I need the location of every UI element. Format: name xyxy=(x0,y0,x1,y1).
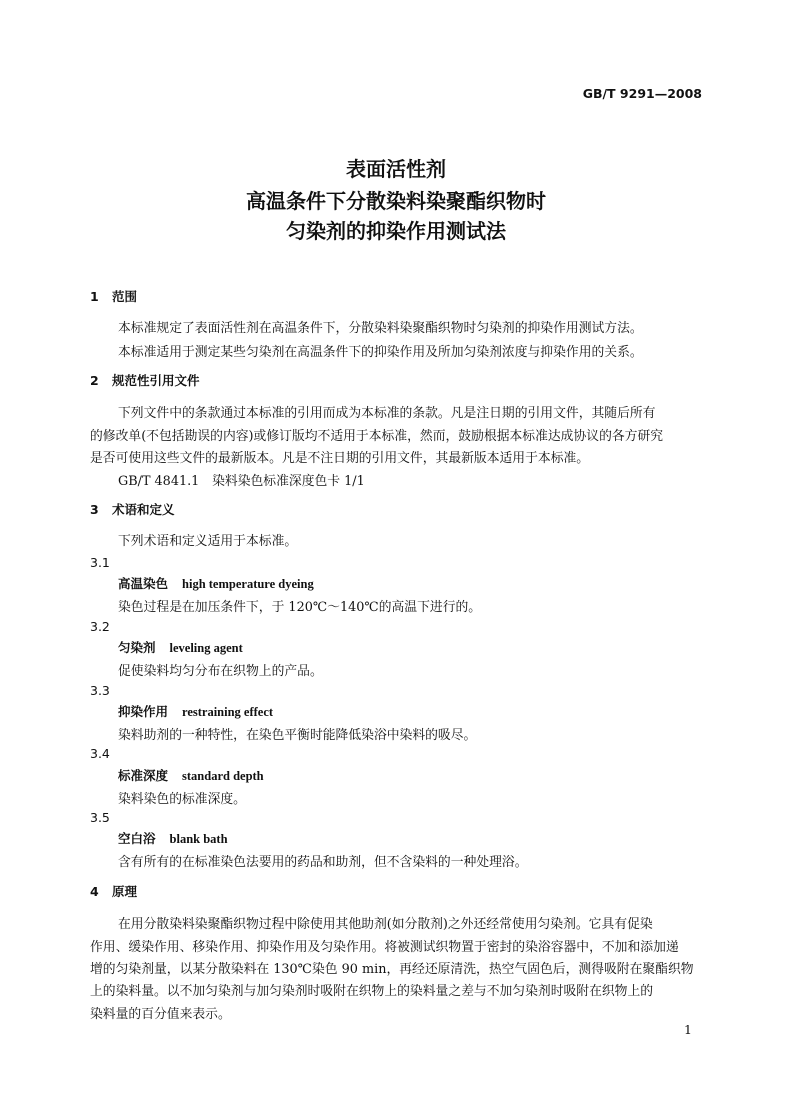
term-en: leveling agent xyxy=(169,641,243,655)
term-heading xyxy=(118,638,243,656)
section-title: 术语和定义 xyxy=(112,502,175,517)
section-number: 1 xyxy=(90,289,99,304)
section-title: 规范性引用文件 xyxy=(112,373,200,388)
term-heading xyxy=(118,766,264,784)
section-number: 4 xyxy=(90,884,99,899)
title-line-2: 高温条件下分散染料染聚酯织物时 xyxy=(246,189,546,213)
term-definition: 促使染料均匀分布在织物上的产品。 xyxy=(118,664,323,679)
title-line-3: 匀染剂的抑染作用测试法 xyxy=(286,219,506,243)
term-heading xyxy=(118,574,314,592)
term-zh: 标准深度 xyxy=(118,768,169,783)
section-3-intro: 下列术语和定义适用于本标准。 xyxy=(118,534,298,549)
term-en: standard depth xyxy=(182,769,264,783)
term-number: 3.4 xyxy=(90,746,110,761)
section-4-line-1: 在用分散染料染聚酯织物过程中除使用其他助剂(如分散剂)之外还经常使用匀染剂。它具有促染 xyxy=(118,917,653,932)
section-title: 范围 xyxy=(112,289,138,304)
term-definition: 染色过程是在加压条件下，于 120℃～140℃的高温下进行的。 xyxy=(118,600,482,615)
standard-number: GB/T 9291—2008 xyxy=(582,86,702,101)
term-zh: 抑染作用 xyxy=(118,704,169,719)
section-2-line-2: 的修改单(不包括勘误的内容)或修订版均不适用于本标准，然而，鼓励根据本标准达成协议的各方研究 xyxy=(90,429,664,444)
page-number: 1 xyxy=(684,1022,692,1037)
section-4-line-2: 作用、缓染作用、移染作用、抑染作用及匀染作用。将被测试织物置于密封的染浴容器中，不加和添加递 xyxy=(90,940,679,955)
section-4-heading xyxy=(90,882,137,900)
section-title: 原理 xyxy=(112,884,138,899)
section-2-line-1: 下列文件中的条款通过本标准的引用而成为本标准的条款。凡是注日期的引用文件，其随后所有 xyxy=(118,406,656,421)
term-zh: 空白浴 xyxy=(118,831,156,846)
term-zh: 高温染色 xyxy=(118,576,169,591)
section-3-heading xyxy=(90,500,175,518)
section-4-line-5: 染料量的百分值来表示。 xyxy=(90,1007,231,1022)
section-number: 3 xyxy=(90,502,99,517)
term-number: 3.1 xyxy=(90,555,110,570)
section-1-heading xyxy=(90,287,137,305)
section-4-line-3: 增的匀染剂量，以某分散染料在 130℃染色 90 min，再经还原清洗，热空气固色后，测得吸附在聚酯织物 xyxy=(90,962,694,977)
section-1-paragraph-1: 本标准规定了表面活性剂在高温条件下，分散染料染聚酯织物时匀染剂的抑染作用测试方法。 xyxy=(118,321,643,336)
term-number: 3.2 xyxy=(90,619,110,634)
section-4-line-4: 上的染料量。以不加匀染剂与加匀染剂时吸附在织物上的染料量之差与不加匀染剂时吸附在织物上的 xyxy=(90,984,654,999)
term-number: 3.5 xyxy=(90,810,110,825)
section-2-line-3: 是否可使用这些文件的最新版本。凡是不注日期的引用文件，其最新版本适用于本标准。 xyxy=(90,451,590,466)
term-definition: 含有所有的在标准染色法要用的药品和助剂，但不含染料的一种处理浴。 xyxy=(118,855,528,870)
term-en: high temperature dyeing xyxy=(182,577,314,591)
term-en: restraining effect xyxy=(182,705,274,719)
term-zh: 匀染剂 xyxy=(118,640,156,655)
title-line-1: 表面活性剂 xyxy=(346,157,446,181)
normative-reference: GB/T 4841.1 染料染色标准深度色卡 1/1 xyxy=(118,474,365,489)
term-en: blank bath xyxy=(169,832,228,846)
term-definition: 染料助剂的一种特性，在染色平衡时能降低染浴中染料的吸尽。 xyxy=(118,728,477,743)
section-1-paragraph-2: 本标准适用于测定某些匀染剂在高温条件下的抑染作用及所加匀染剂浓度与抑染作用的关系。 xyxy=(118,345,643,360)
term-heading xyxy=(118,702,273,720)
section-number: 2 xyxy=(90,373,99,388)
term-number: 3.3 xyxy=(90,683,110,698)
term-definition: 染料染色的标准深度。 xyxy=(118,792,246,807)
term-heading xyxy=(118,829,228,847)
section-2-heading xyxy=(90,371,200,389)
